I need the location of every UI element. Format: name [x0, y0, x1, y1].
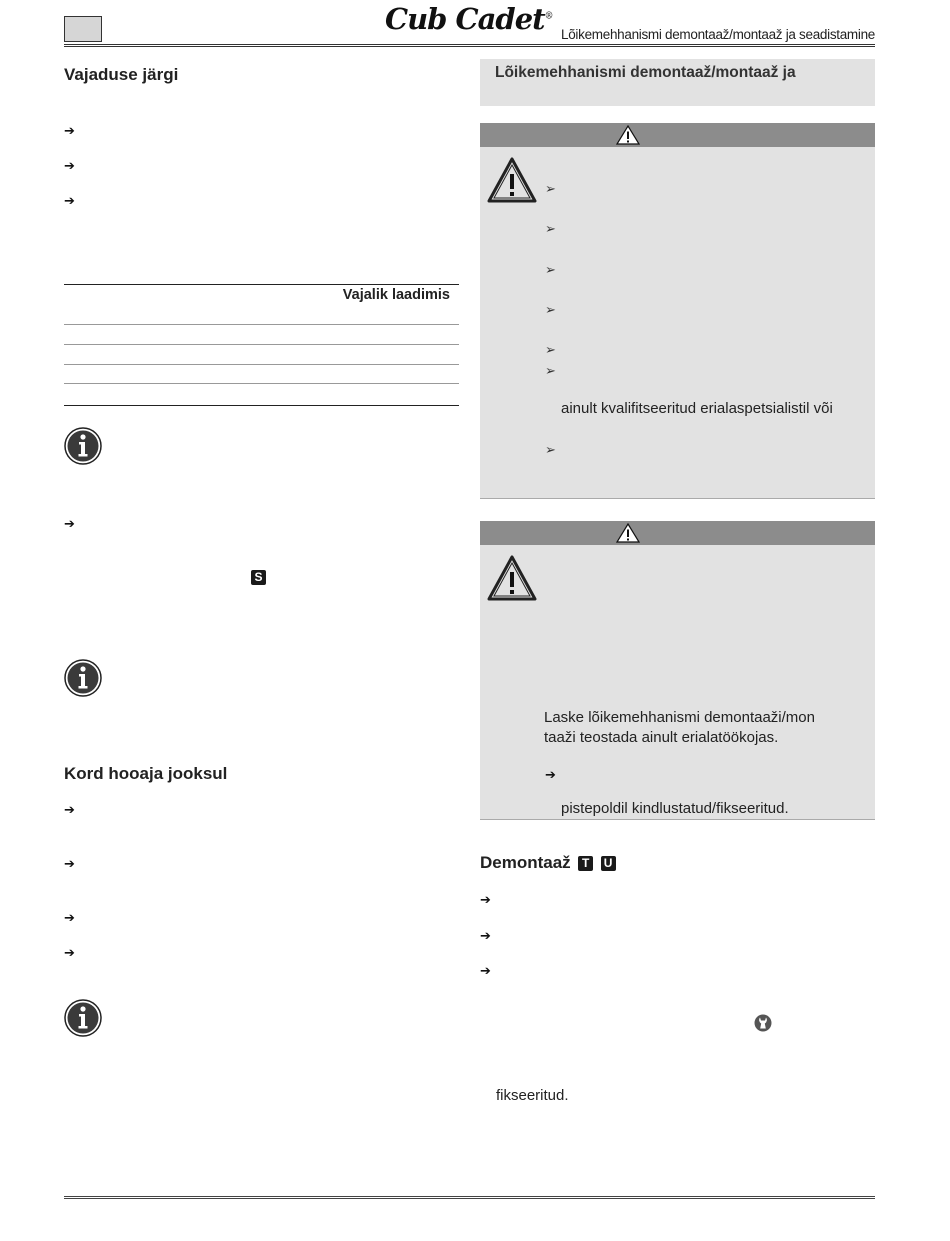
key-badge-s: S	[251, 570, 266, 585]
brand-logo: Cub Cadet®	[385, 2, 553, 36]
arrow-bullet-icon: ➔	[480, 963, 491, 978]
warning-text-line: taaži teostada ainult erialatöökojas.	[544, 729, 779, 746]
chevron-bullet-icon: ➢	[545, 302, 556, 317]
table-row-rule	[64, 383, 459, 384]
table-row-rule	[64, 324, 459, 325]
warning-triangle-icon	[486, 554, 538, 602]
arrow-bullet-icon: ➔	[64, 945, 75, 960]
warning-triangle-icon	[616, 523, 640, 543]
header-title: Lõikemehhanismi demontaaž/montaaž ja seadistamine	[561, 27, 875, 42]
section-heading-as-needed: Vajaduse järgi	[64, 65, 179, 84]
table-bottom-rule	[64, 405, 459, 406]
chevron-bullet-icon: ➢	[545, 221, 556, 236]
page-number-box	[64, 16, 102, 42]
warning-header-bar	[480, 123, 875, 147]
chevron-bullet-icon: ➢	[545, 342, 556, 357]
warning-triangle-icon	[486, 156, 538, 204]
table-row-rule	[64, 344, 459, 345]
warning-text-line: ainult kvalifitseeritud erialaspetsialistil või	[561, 400, 833, 417]
arrow-bullet-icon: ➔	[64, 856, 75, 871]
key-badge-t: T	[578, 856, 593, 871]
arrow-bullet-icon: ➔	[480, 892, 491, 907]
demontage-heading-row	[480, 853, 616, 873]
arrow-bullet-icon: ➔	[64, 158, 75, 173]
warning-text-line: pistepoldil kindlustatud/fikseeritud.	[561, 800, 789, 817]
warning-panel	[480, 545, 875, 820]
header-rule	[64, 44, 875, 47]
warning-triangle-icon	[616, 125, 640, 145]
arrow-bullet-icon: ➔	[64, 802, 75, 817]
footer-rule	[64, 1196, 875, 1199]
table-top-rule	[64, 284, 459, 285]
demontage-heading: Demontaaž	[480, 853, 571, 872]
table-header: Vajalik laadimis	[342, 287, 450, 303]
wrench-icon	[753, 1013, 773, 1033]
key-badge-u: U	[601, 856, 616, 871]
chevron-bullet-icon: ➢	[545, 442, 556, 457]
chevron-bullet-icon: ➢	[545, 262, 556, 277]
chevron-bullet-icon: ➢	[545, 181, 556, 196]
warning-header-bar	[480, 521, 875, 545]
arrow-bullet-icon: ➔	[64, 193, 75, 208]
chevron-bullet-icon: ➢	[545, 363, 556, 378]
body-text-fixed: fikseeritud.	[496, 1087, 569, 1104]
arrow-bullet-icon: ➔	[64, 910, 75, 925]
arrow-bullet-icon: ➔	[64, 516, 75, 531]
info-icon	[64, 659, 102, 697]
info-icon	[64, 999, 102, 1037]
section-heading-seasonal: Kord hooaja jooksul	[64, 764, 228, 783]
arrow-bullet-icon: ➔	[480, 928, 491, 943]
table-row-rule	[64, 364, 459, 365]
warning-panel	[480, 147, 875, 499]
arrow-bullet-icon: ➔	[545, 767, 556, 782]
section-title: Lõikemehhanismi demontaaž/montaaž ja	[495, 64, 796, 81]
warning-text-line: Laske lõikemehhanismi demontaaži/mon	[544, 709, 815, 726]
info-icon	[64, 427, 102, 465]
arrow-bullet-icon: ➔	[64, 123, 75, 138]
